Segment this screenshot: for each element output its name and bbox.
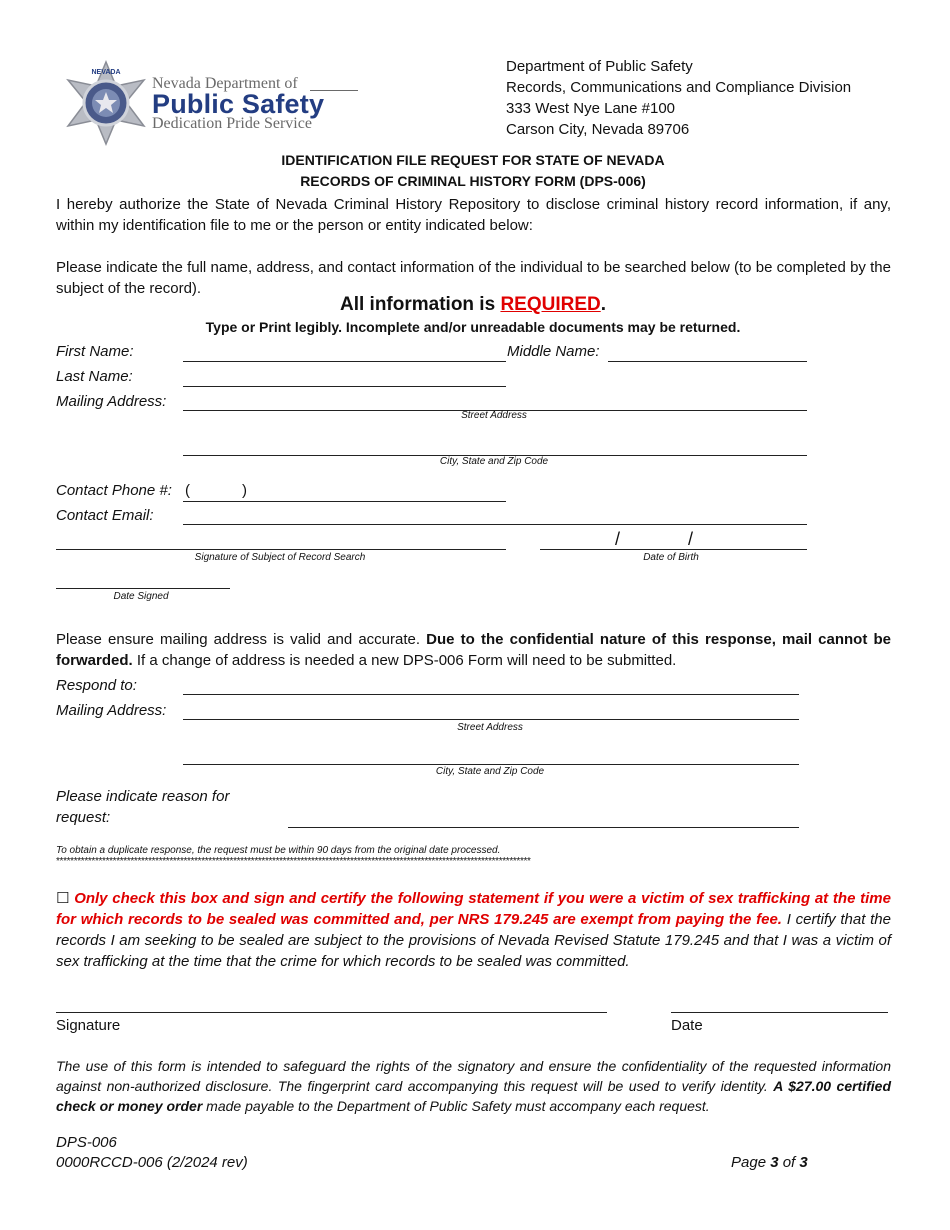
contact-email-label: Contact Email: (56, 507, 154, 524)
star-divider: ************************************************************************************************************************************** (56, 856, 531, 867)
address-line: 333 West Nye Lane #100 (506, 100, 676, 117)
indicate-paragraph: Please indicate the full name, address, and contact information of the individual to be searched below (to be completed by the subject of the record). (56, 259, 891, 297)
fee-note: A $27.00 certified check or money order (56, 1078, 891, 1114)
last-name-label: Last Name: (56, 368, 133, 385)
respond-street-address-field[interactable] (183, 719, 799, 720)
subject-signature-field[interactable] (56, 549, 506, 550)
type-print-note: Type or Print legibly. Incomplete and/or unreadable documents may be returned. (205, 319, 741, 335)
form-revision: 0000RCCD-006 (2/2024 rev) (56, 1154, 248, 1171)
title-line-1: IDENTIFICATION FILE REQUEST FOR STATE OF NEVADA (281, 152, 665, 168)
middle-name-field[interactable] (608, 361, 807, 362)
respond-to-label: Respond to: (56, 677, 137, 694)
trafficking-certify-text: I certify that the records I am seeking to be sealed are subject to the provisions of Nevada Revised Statute 179.245 and that I was a victim of sex trafficking at the time that the crime for which records to be sealed was committed. (56, 911, 891, 970)
address-line: Records, Communications and Compliance Division (506, 79, 852, 96)
required-heading: All information is REQUIRED. (339, 294, 607, 315)
agency-logo (60, 60, 360, 148)
logo-line-1: Nevada Department of (152, 75, 298, 92)
first-name-label: First Name: (56, 343, 134, 360)
last-name-field[interactable] (183, 386, 506, 387)
middle-name-label: Middle Name: (507, 343, 600, 360)
agency-address (506, 56, 926, 140)
contact-email-field[interactable] (183, 524, 807, 525)
date-field[interactable] (671, 1012, 888, 1013)
date-signed-caption: Date Signed (113, 591, 169, 602)
logo-line-2: Public Safety (152, 89, 325, 119)
respond-to-field[interactable] (183, 694, 799, 695)
date-of-birth-field[interactable] (540, 549, 807, 550)
respond-mailing-address-label: Mailing Address: (56, 702, 167, 719)
address-line: Department of Public Safety (506, 58, 693, 75)
date-label: Date (671, 1017, 703, 1034)
respond-street-address-caption: Street Address (457, 722, 523, 733)
reason-field[interactable] (288, 827, 799, 828)
date-of-birth-caption: Date of Birth (643, 552, 699, 563)
respond-city-state-zip-field[interactable] (183, 764, 799, 765)
required-word: REQUIRED (500, 294, 601, 315)
signature-label: Signature (56, 1017, 121, 1034)
street-address-caption: Street Address (461, 410, 527, 421)
respond-city-state-zip-caption: City, State and Zip Code (435, 766, 545, 777)
trafficking-checkbox[interactable]: ☐ (56, 889, 70, 907)
phone-paren-open: ( (185, 482, 190, 499)
dob-slash-1: / (615, 529, 621, 549)
authorization-paragraph: I hereby authorize the State of Nevada Criminal History Repository to disclose criminal history record information, if any, within my identification file to me or the person or entity indicated below: (56, 196, 891, 234)
logo-line-3: Dedication Pride Service (152, 115, 312, 132)
title-line-2: RECORDS OF CRIMINAL HISTORY FORM (DPS-006) (300, 173, 646, 189)
star-badge-icon (60, 60, 152, 146)
mailing-notice: Please ensure mailing address is valid and accurate. Due to the confidential nature of this response, mail cannot be forwarded. If a change of address is needed a new DPS-006 Form will need to be submitted. (56, 631, 891, 669)
contact-phone-label: Contact Phone #: (56, 482, 172, 499)
address-line: Carson City, Nevada 89706 (506, 121, 690, 138)
contact-phone-field[interactable] (183, 501, 506, 502)
city-state-zip-caption: City, State and Zip Code (439, 456, 549, 467)
first-name-field[interactable] (183, 361, 506, 362)
page-number: Page 3 of 3 (731, 1154, 808, 1171)
subject-signature-caption: Signature of Subject of Record Search (194, 552, 366, 563)
mailing-notice-bold: Due to the confidential nature of this response, mail cannot be forwarded. (56, 631, 891, 669)
mailing-address-label: Mailing Address: (56, 393, 167, 410)
duplicate-note: To obtain a duplicate response, the request must be within 90 days from the original date processed. (56, 845, 501, 856)
trafficking-red-text: Only check this box and sign and certify the following statement if you were a victim of sex trafficking at the time for which records to be sealed was committed and, per NRS 179.245 are exempt from paying the fee. (56, 890, 891, 928)
trafficking-statement (56, 888, 891, 972)
disclaimer: The use of this form is intended to safeguard the rights of the signatory and ensure the confidentiality of the requested information against non-authorized disclosure. The fingerprint card accompanying this request will be used to verify identity. A $27.00 certified check or money order made payable to the Department of Public Safety must accompany each request. (56, 1058, 891, 1114)
form-title (0, 150, 946, 192)
signature-field[interactable] (56, 1012, 607, 1013)
form-id: DPS-006 (56, 1134, 117, 1151)
phone-paren-close: ) (242, 482, 247, 499)
dob-slash-2: / (688, 529, 694, 549)
reason-label: Please indicate reason for request: (56, 788, 230, 826)
svg-text:NEVADA: NEVADA (91, 69, 121, 76)
date-signed-field[interactable] (56, 588, 230, 589)
